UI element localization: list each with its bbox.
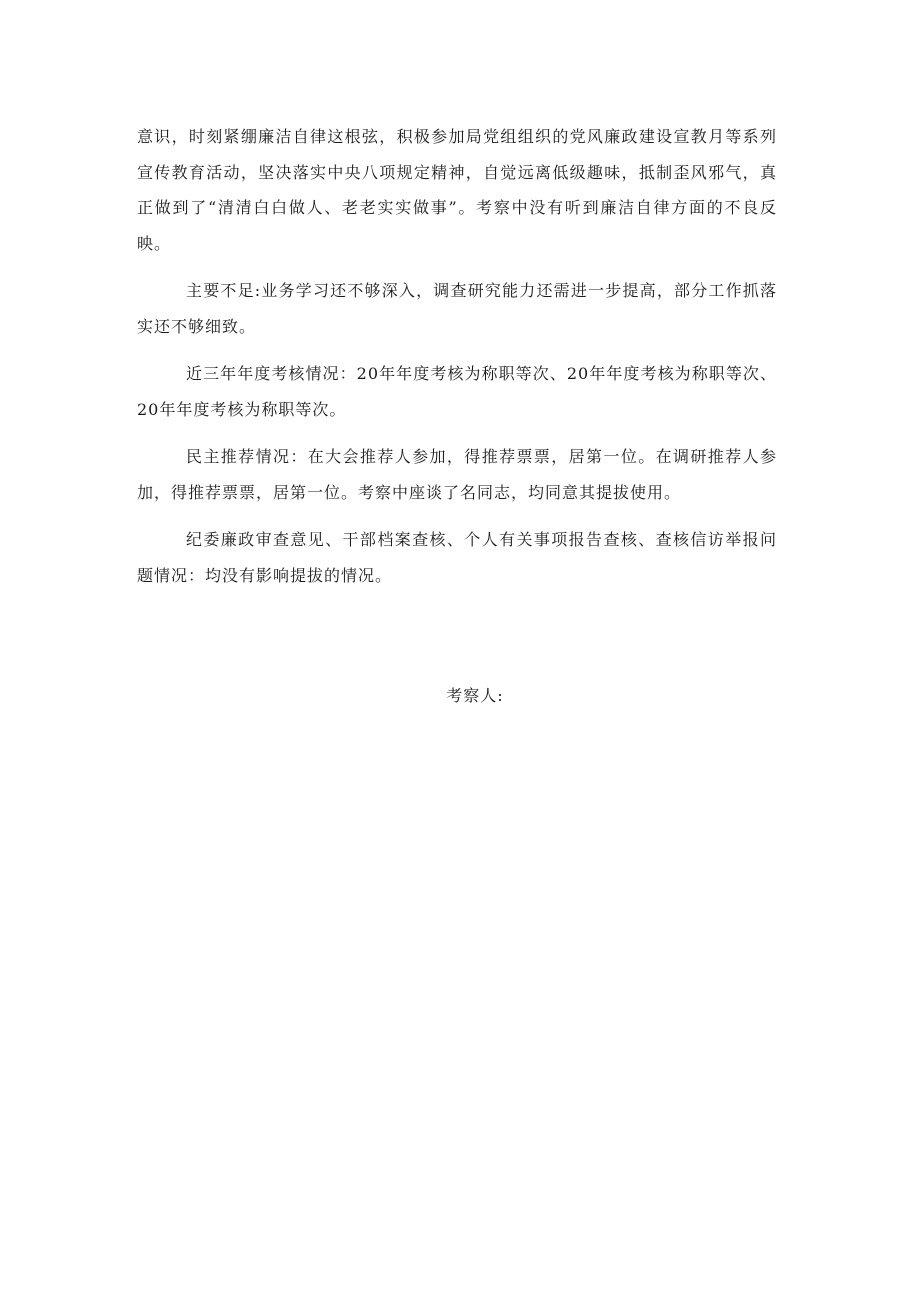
paragraph-democratic-recommendation: 民主推荐情况：在大会推荐人参加，得推荐票票，居第一位。在调研推荐人参加，得推荐票票，居第一位。考察中座谈了名同志，均同意其提拔使用。 (137, 447, 777, 502)
paragraph-review-opinions: 纪委廉政审查意见、干部档案查核、个人有关事项报告查核、查核信访举报问题情况：均没有影响提拔的情况。 (137, 530, 777, 585)
inspector-signature-label: 考察人: (446, 686, 504, 705)
paragraph-annual-assessment: 近三年年度考核情况：20年年度考核为称职等次、20年年度考核为称职等次、20年年度考核为称职等次。 (137, 364, 777, 419)
document-body (137, 119, 777, 605)
paragraph-integrity: 意识，时刻紧绷廉洁自律这根弦，积极参加局党组组织的党风廉政建设宣教月等系列宣传教育活动，坚决落实中央八项规定精神，自觉远离低级趣味，抵制歪风邪气，真正做到了“清清白白做人、老老实实做事”。考察中没有听到廉洁自律方面的不良反映。 (137, 127, 777, 253)
paragraph-shortcomings: 主要不足:业务学习还不够深入，调查研究能力还需进一步提高，部分工作抓落实还不够细致。 (137, 281, 777, 336)
